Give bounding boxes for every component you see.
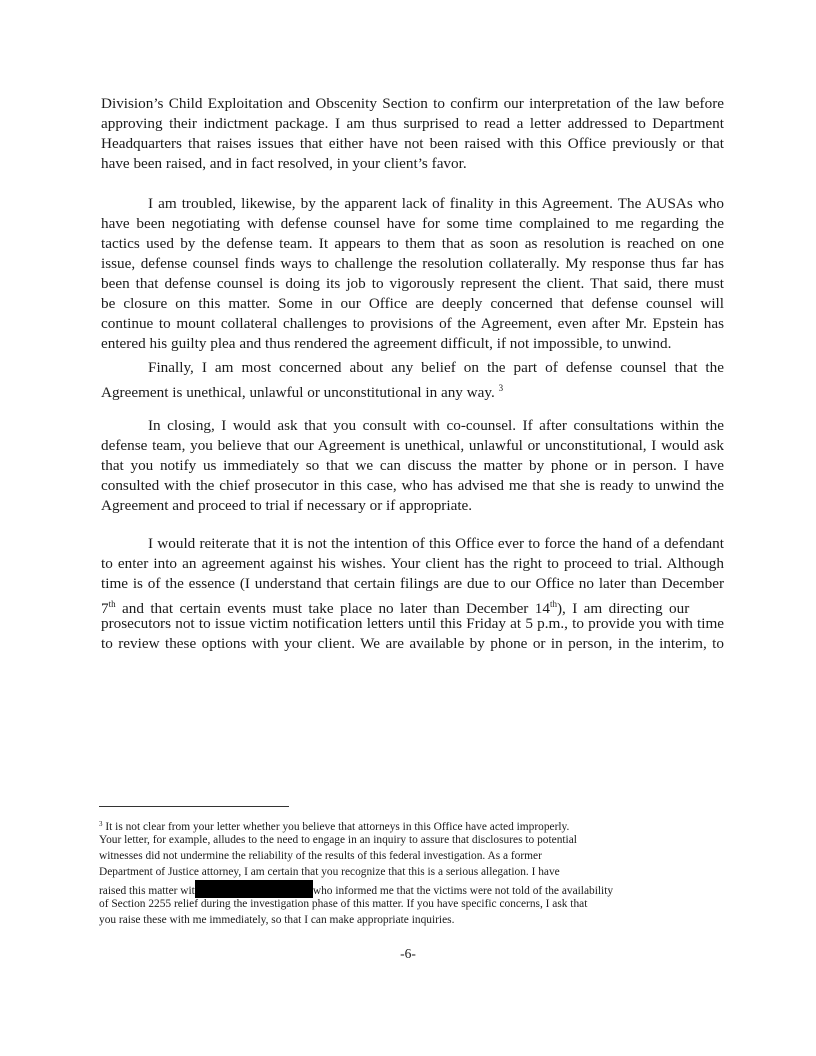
page-number: -6- xyxy=(400,946,416,961)
text-span: and that certain events must take place no later than December 14 xyxy=(115,600,550,617)
text-line: issue, defense counsel finds ways to challenge the resolution collaterally. My response thus far has xyxy=(101,255,724,272)
text-line: prosecutors not to issue victim notification letters until this Friday at 5 p.m., to provide you with time xyxy=(101,615,724,632)
text-line: approving their indictment package. I am thus surprised to read a letter addressed to Department xyxy=(101,115,724,132)
text-line: continue to mount collateral challenges to provisions of the Agreement, even after Mr. Epstein has xyxy=(101,315,724,332)
text-line: been that defense counsel is doing its job to vigorously represent the client. That said, there must xyxy=(101,275,724,292)
footnote-line: Department of Justice attorney, I am certain that you recognize that this is a serious allegation. I have xyxy=(99,866,560,878)
footnote-marker: 3 xyxy=(99,820,103,828)
text-span: raised this matter wit xyxy=(99,885,195,897)
text-line: time is of the essence (I understand that certain filings are due to our Office no later than December xyxy=(101,575,724,592)
footnote-reference: 3 xyxy=(498,383,504,393)
text-line: Agreement and proceed to trial if necessary or if appropriate. xyxy=(101,497,473,514)
text-line: to enter into an agreement against his wishes. Your client has the right to proceed to trial. Although xyxy=(101,555,724,572)
text-span: 7 xyxy=(101,600,109,617)
footnote-separator xyxy=(99,806,289,807)
text-line: defense team, you believe that our Agreement is unethical, unlawful or unconstitutional, I would ask xyxy=(101,437,724,454)
superscript: th xyxy=(549,599,557,609)
text-span: ), I am directing our xyxy=(556,600,690,617)
text-line: Division’s Child Exploitation and Obscenity Section to confirm our interpretation of the law before xyxy=(101,95,724,112)
text-line xyxy=(101,378,503,403)
text-line: In closing, I would ask that you consult with co-counsel. If after consultations within the xyxy=(148,417,724,434)
text-line: I am troubled, likewise, by the apparent lack of finality in this Agreement. The AUSAs who xyxy=(148,195,724,212)
text-line: Finally, I am most concerned about any belief on the part of defense counsel that the xyxy=(148,359,724,376)
text-line: have been raised, and in fact resolved, in your client’s favor. xyxy=(101,155,467,172)
superscript: th xyxy=(108,599,116,609)
footnote-line: witnesses did not undermine the reliability of the results of this federal investigation. As a former xyxy=(99,850,542,862)
text-line: Headquarters that raises issues that either have not been raised with this Office previously or that xyxy=(101,135,724,152)
text-line: tactics used by the defense team. It appears to them that as soon as resolution is reached on one xyxy=(101,235,724,252)
text-line: have been negotiating with defense counsel have for some time complained to me regarding the xyxy=(101,215,724,232)
text-span: Agreement is unethical, unlawful or unconstitutional in any way. xyxy=(101,384,495,401)
text-line: entered his guilty plea and thus rendered the agreement difficult, if not impossible, to unwind. xyxy=(101,335,672,352)
text-line: I would reiterate that it is not the intention of this Office ever to force the hand of a defendant xyxy=(148,535,724,552)
footnote-line: you raise these with me immediately, so that I can make appropriate inquiries. xyxy=(99,914,455,926)
footnote-line: Your letter, for example, alludes to the need to engage in an inquiry to assure that disclosures to potential xyxy=(99,834,577,846)
text-span: It is not clear from your letter whether you believe that attorneys in this Office have acted improperly. xyxy=(102,821,570,833)
text-line: consulted with the chief prosecutor in this case, who has advised me that she is ready to unwind the xyxy=(101,477,724,494)
text-line: be closure on this matter. Some in our Office are deeply concerned that defense counsel will xyxy=(101,295,724,312)
footnote-line: of Section 2255 relief during the investigation phase of this matter. If you have specific concerns, I ask that xyxy=(99,898,588,910)
text-span: who informed me that the victims were not told of the availability xyxy=(312,885,614,897)
text-line: that you notify us immediately so that we can discuss the matter by phone or in person. I have xyxy=(101,457,724,474)
text-line: to review these options with your client. We are available by phone or in person, in the interim, to xyxy=(101,635,724,652)
